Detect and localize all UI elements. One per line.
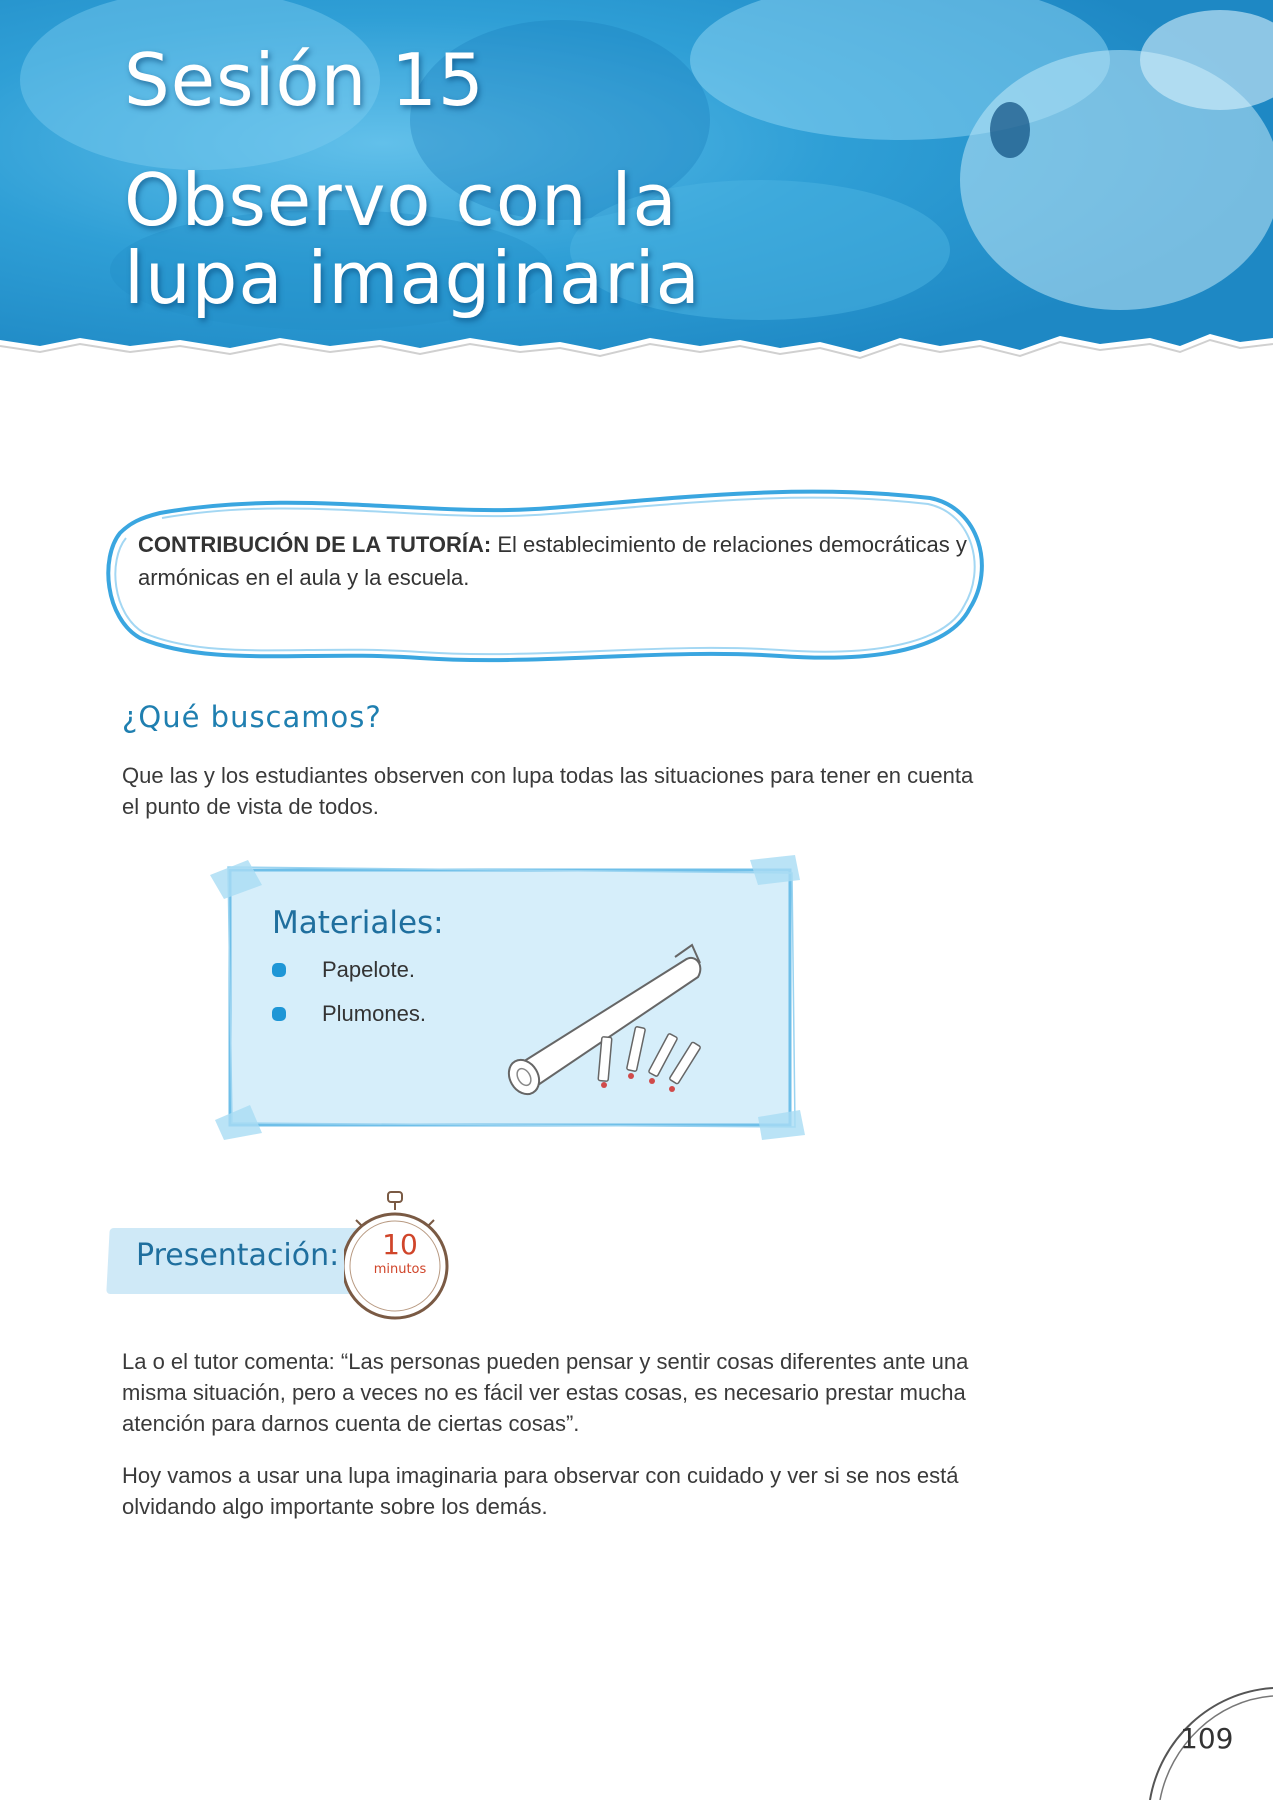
contribution-label: CONTRIBUCIÓN DE LA TUTORÍA: — [138, 532, 492, 557]
header-banner — [0, 0, 1273, 360]
presentation-heading-block — [108, 1190, 458, 1320]
list-item — [272, 955, 426, 999]
page-title-line-1: Observo con la — [124, 158, 678, 242]
tape-top-right — [750, 855, 800, 885]
timer-unit: minutos — [373, 1262, 427, 1277]
bullet-icon — [272, 963, 286, 977]
body-paragraph-1: La o el tutor comenta: “Las personas pueden pensar y sentir cosas diferentes ante una misma situación, pero a veces no es fácil ver estas cosas, es necesario prestar mucha atención para darnos cuenta de ciertas cosas”. — [122, 1349, 969, 1436]
bullet-icon — [272, 1007, 286, 1021]
goal-heading: ¿Qué buscamos? — [122, 700, 382, 734]
presentation-title: Presentación: — [136, 1238, 340, 1273]
materials-box — [210, 855, 810, 1140]
contribution-text — [138, 528, 968, 594]
page-number: 109 — [1180, 1722, 1234, 1755]
materials-list — [272, 955, 426, 1043]
goal-text: Que las y los estudiantes observen con lupa todas las situaciones para tener en cuenta el punto de vista de todos. — [122, 763, 974, 819]
timer-value: 10 — [382, 1228, 418, 1261]
contribution-box — [100, 478, 990, 668]
paper-roll-and-markers-illustration — [500, 905, 730, 1105]
materials-title: Materiales: — [272, 905, 444, 941]
session-label: Sesión 15 — [124, 38, 485, 122]
material-item: Plumones. — [322, 1001, 426, 1026]
markers-icon — [598, 1026, 701, 1092]
contribution-description: El establecimiento de relaciones democráticas y armónicas en el aula y la escuela. — [138, 532, 967, 590]
body-paragraph-2: Hoy vamos a usar una lupa imaginaria para observar con cuidado y ver si se nos está olvidando algo importante sobre los demás. — [122, 1463, 959, 1519]
material-item: Papelote. — [322, 957, 415, 982]
list-item — [272, 999, 426, 1043]
page-title-line-2: lupa imaginaria — [124, 236, 701, 320]
